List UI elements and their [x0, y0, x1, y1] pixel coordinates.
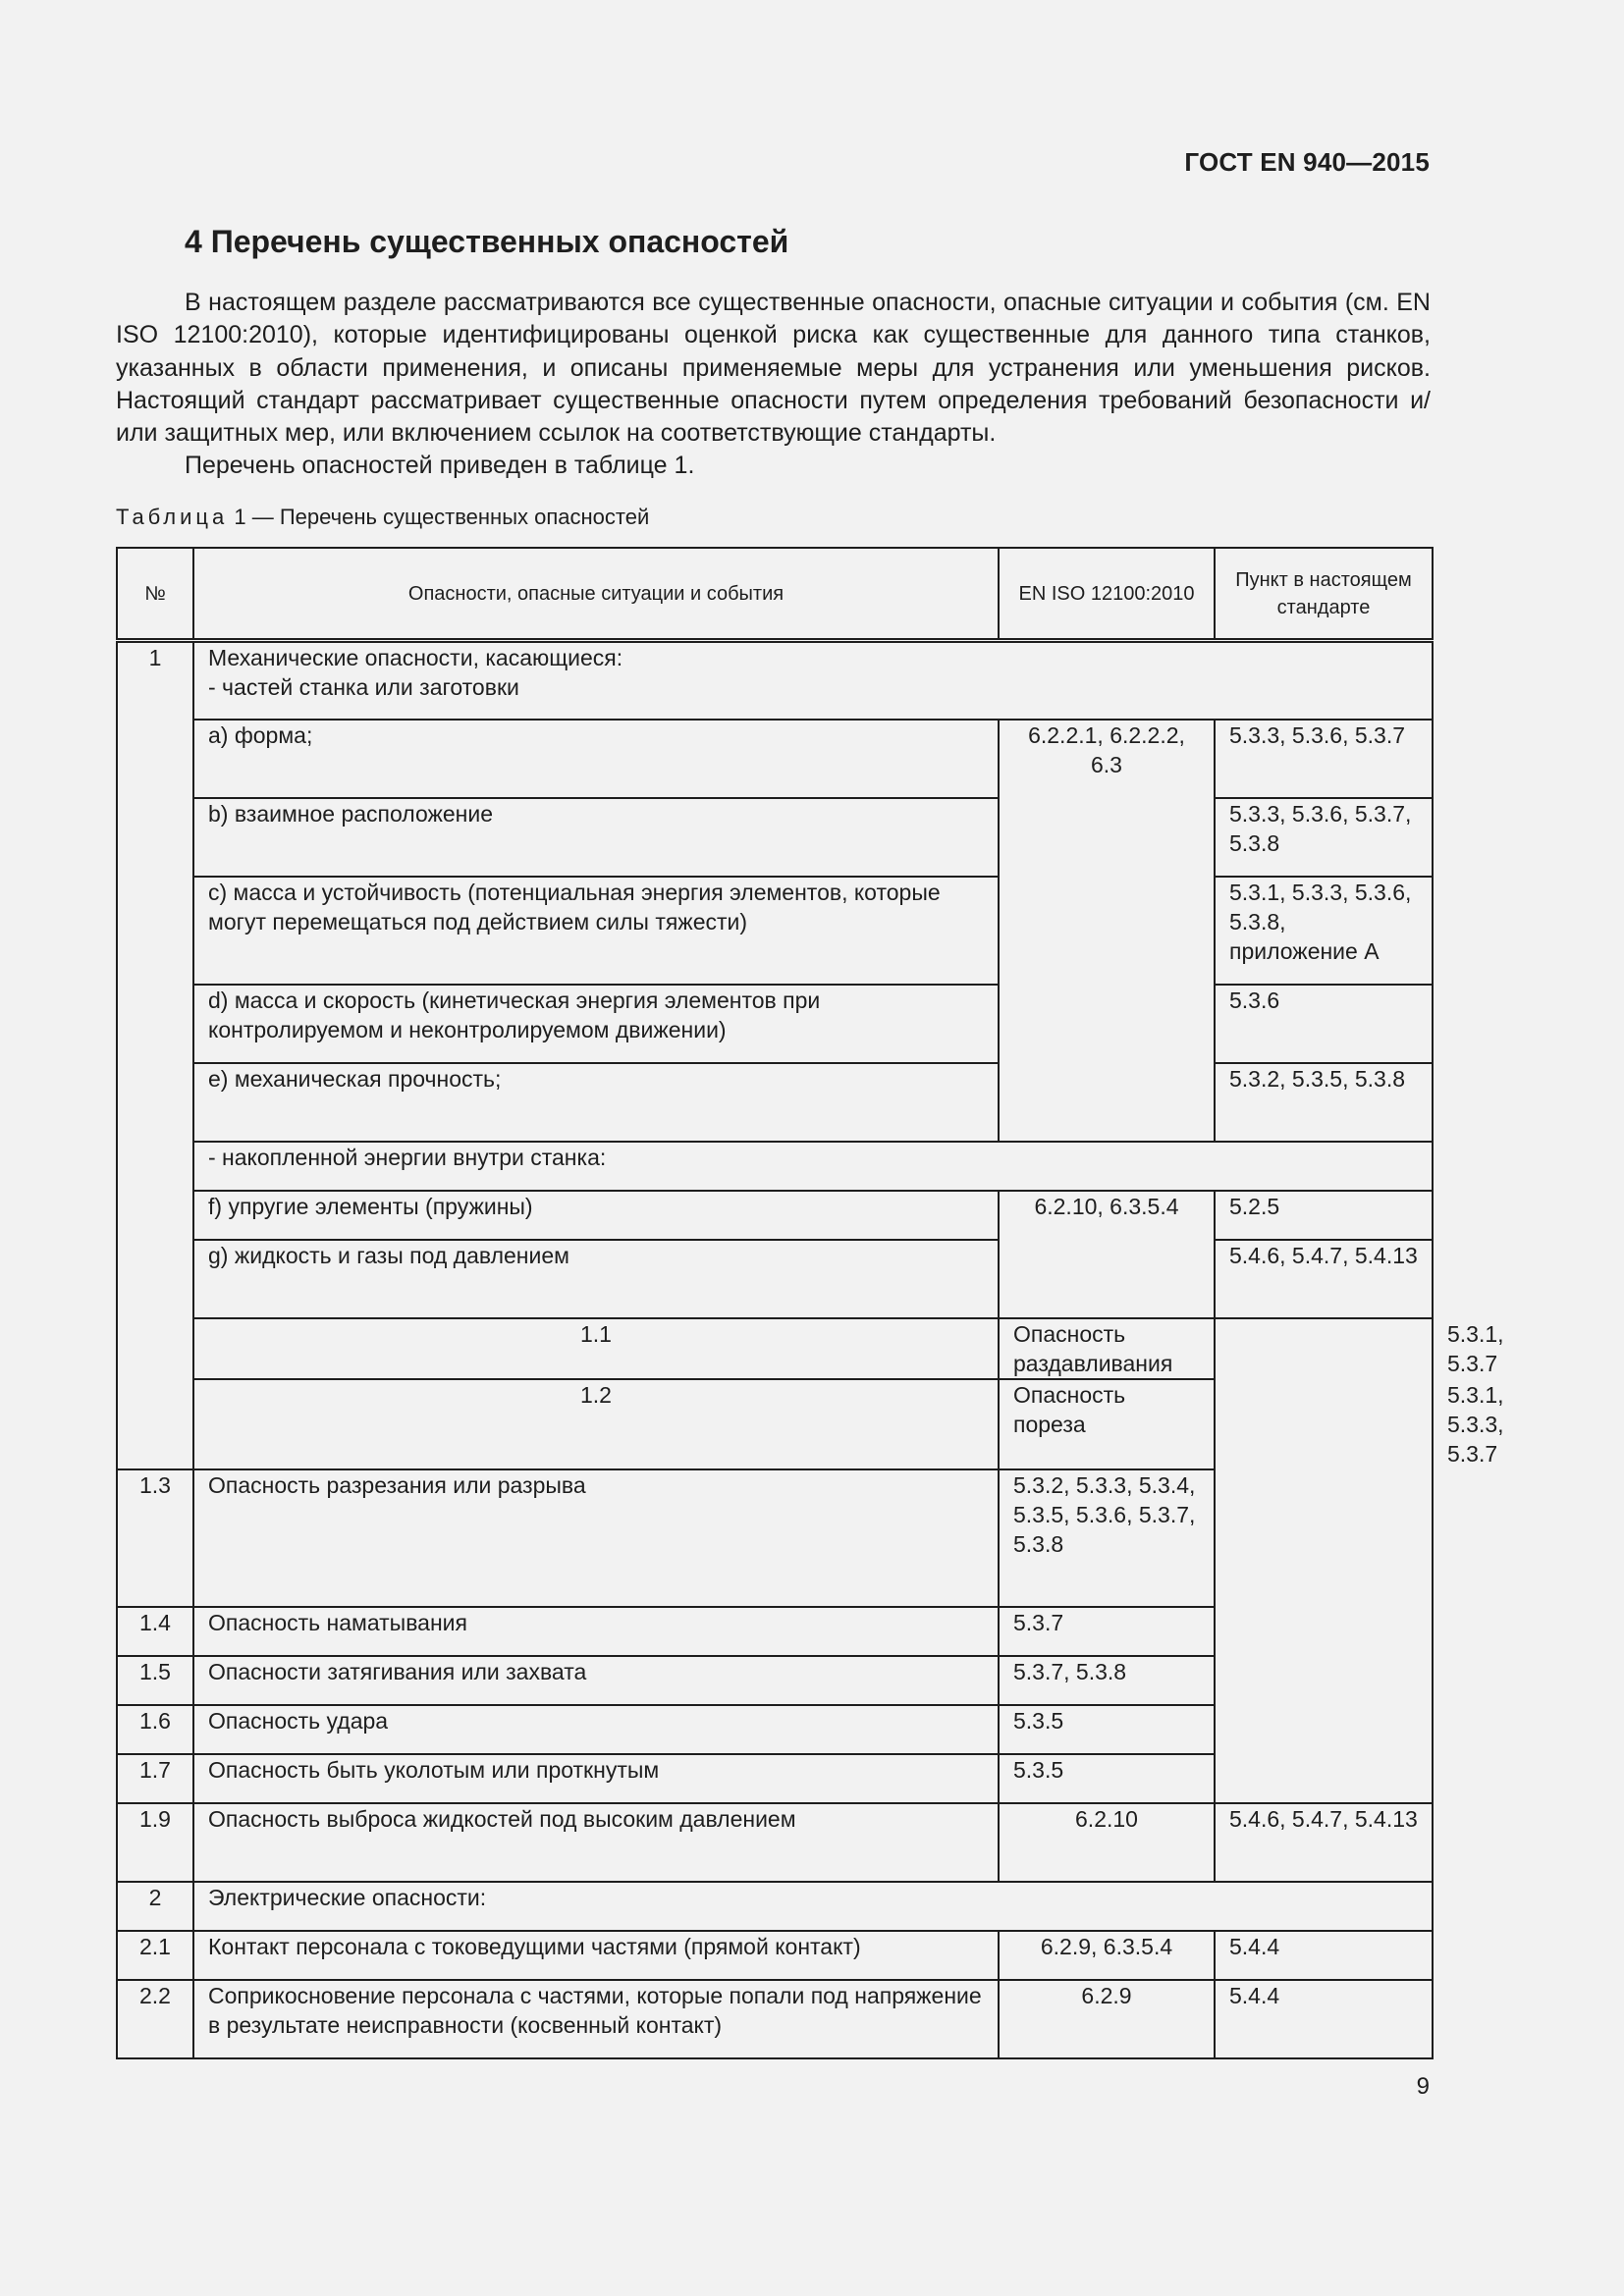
table-row	[117, 1882, 1433, 1931]
group-heading	[193, 641, 1433, 720]
clause-reference: 5.3.5	[999, 1705, 1215, 1754]
clause-reference: 5.3.3, 5.3.6, 5.3.7	[1215, 720, 1433, 798]
table-row: 1.2 Опасность пореза 5.3.1, 5.3.3, 5.3.7	[117, 1379, 1433, 1469]
iso-reference-empty	[1215, 1318, 1433, 1803]
hazard-text: Опасности затягивания или захвата	[193, 1656, 999, 1705]
clause-reference: 5.3.3, 5.3.6, 5.3.7, 5.3.8	[1215, 798, 1433, 877]
hazard-text: b) взаимное расположение	[193, 798, 999, 877]
clause-reference: 5.3.2, 5.3.3, 5.3.4, 5.3.5, 5.3.6, 5.3.7, 5.3.8	[999, 1469, 1215, 1607]
group-heading-text: Механические опасности, касающиеся:	[208, 645, 623, 670]
clause-reference: 5.4.6, 5.4.7, 5.4.13	[1215, 1240, 1433, 1318]
header-clause: Пункт в настоящем стандарте	[1215, 548, 1433, 641]
hazard-text: c) масса и устойчивость (потенциальная энергия элементов, которые могут перемещаться под действием силы тяжести)	[193, 877, 999, 985]
header-iso: EN ISO 12100:2010	[999, 548, 1215, 641]
group-heading: Электрические опасности:	[193, 1882, 1433, 1931]
table-row	[117, 1980, 1433, 2058]
clause-reference: 5.3.1, 5.3.3, 5.3.6, 5.3.8, приложение А	[1215, 877, 1433, 985]
intro-paragraph: В настоящем разделе рассматриваются все существенные опасности, опасные ситуации и события (см. EN ISO 12100:2010), которые идентифицированы оценкой риска как существенные для данного типа станков, указанных в области применения, и описаны применяемые меры для устранения или уменьшения рисков. Настоящий стандарт рассматривает существенные опасности путем определения требований безопасности и/или защитных мер, или включением ссылок на соответствующие стандарты.	[116, 289, 1431, 448]
table-row	[117, 1240, 1433, 1318]
table-row	[117, 1142, 1433, 1191]
row-num: 1.6	[117, 1705, 193, 1754]
table-header-row	[117, 548, 1433, 641]
hazard-text: e) механическая прочность;	[193, 1063, 999, 1142]
table-row	[117, 1191, 1433, 1240]
hazard-text: Опасность разрезания или разрыва	[193, 1469, 999, 1607]
table-row	[117, 1931, 1433, 1980]
row-num: 1.7	[117, 1754, 193, 1803]
row-num: 1.1	[193, 1318, 999, 1379]
table-row	[117, 1803, 1433, 1882]
iso-reference: 6.2.9	[999, 1980, 1215, 2058]
table-row: 1.1 Опасность раздавливания 5.3.1, 5.3.7	[117, 1318, 1433, 1379]
clause-reference: 5.3.7	[999, 1607, 1215, 1656]
clause-reference: 5.3.7, 5.3.8	[999, 1656, 1215, 1705]
table-caption-word: Таблица	[116, 505, 229, 529]
clause-reference: 5.4.6, 5.4.7, 5.4.13	[1215, 1803, 1433, 1882]
hazard-text: Опасность раздавливания	[999, 1318, 1215, 1379]
hazard-text: d) масса и скорость (кинетическая энергия элементов при контролируемом и неконтролируемом движении)	[193, 985, 999, 1063]
table-row	[117, 641, 1433, 720]
section-title: 4 Перечень существенных опасностей	[185, 224, 789, 259]
iso-reference: 6.2.2.1, 6.2.2.2, 6.3	[999, 720, 1215, 1142]
row-num: 2	[117, 1882, 193, 1931]
hazard-text: Контакт персонала с токоведущими частями (прямой контакт)	[193, 1931, 999, 1980]
iso-reference: 6.2.9, 6.3.5.4	[999, 1931, 1215, 1980]
hazard-text: Соприкосновение персонала с частями, которые попали под напряжение в результате неисправности (косвенный контакт)	[193, 1980, 999, 2058]
hazard-text: f) упругие элементы (пружины)	[193, 1191, 999, 1240]
row-num: 1.5	[117, 1656, 193, 1705]
table-caption	[116, 505, 649, 530]
table-row	[117, 985, 1433, 1063]
hazard-text: Опасность пореза	[999, 1379, 1215, 1469]
iso-reference: 6.2.10, 6.3.5.4	[999, 1191, 1215, 1318]
clause-reference: 5.3.5	[999, 1754, 1215, 1803]
clause-reference: 5.2.5	[1215, 1191, 1433, 1240]
row-num: 1.9	[117, 1803, 193, 1882]
table-row	[117, 720, 1433, 798]
clause-reference: 5.3.2, 5.3.5, 5.3.8	[1215, 1063, 1433, 1142]
hazard-text: Опасность наматывания	[193, 1607, 999, 1656]
hazard-text: Опасность выброса жидкостей под высоким давлением	[193, 1803, 999, 1882]
intro-paragraph-table-reference: Перечень опасностей приведен в таблице 1.	[185, 452, 695, 479]
clause-reference: 5.4.4	[1215, 1931, 1433, 1980]
hazard-text: Опасность быть уколотым или проткнутым	[193, 1754, 999, 1803]
hazard-text: Опасность удара	[193, 1705, 999, 1754]
row-num: 1.2	[193, 1379, 999, 1469]
group-subheading-text: - частей станка или заготовки	[208, 674, 519, 700]
table-caption-text: 1 — Перечень существенных опасностей	[234, 505, 650, 529]
hazard-text: g) жидкость и газы под давлением	[193, 1240, 999, 1318]
row-num: 1.4	[117, 1607, 193, 1656]
row-num: 2.2	[117, 1980, 193, 2058]
hazards-table	[116, 547, 1504, 2059]
clause-reference: 5.4.4	[1215, 1980, 1433, 2058]
iso-reference: 6.2.10	[999, 1803, 1215, 1882]
hazard-text: a) форма;	[193, 720, 999, 798]
table-row	[117, 1063, 1433, 1142]
table-row	[117, 798, 1433, 877]
clause-reference: 5.3.6	[1215, 985, 1433, 1063]
row-num: 1	[117, 641, 193, 1469]
header-num: №	[117, 548, 193, 641]
row-num: 1.3	[117, 1469, 193, 1607]
table-row	[117, 877, 1433, 985]
row-num: 2.1	[117, 1931, 193, 1980]
page-number: 9	[1416, 2073, 1430, 2100]
document-code: ГОСТ EN 940—2015	[1184, 147, 1430, 177]
group-subheading: - накопленной энергии внутри станка:	[193, 1142, 1433, 1191]
header-hazard: Опасности, опасные ситуации и события	[193, 548, 999, 641]
